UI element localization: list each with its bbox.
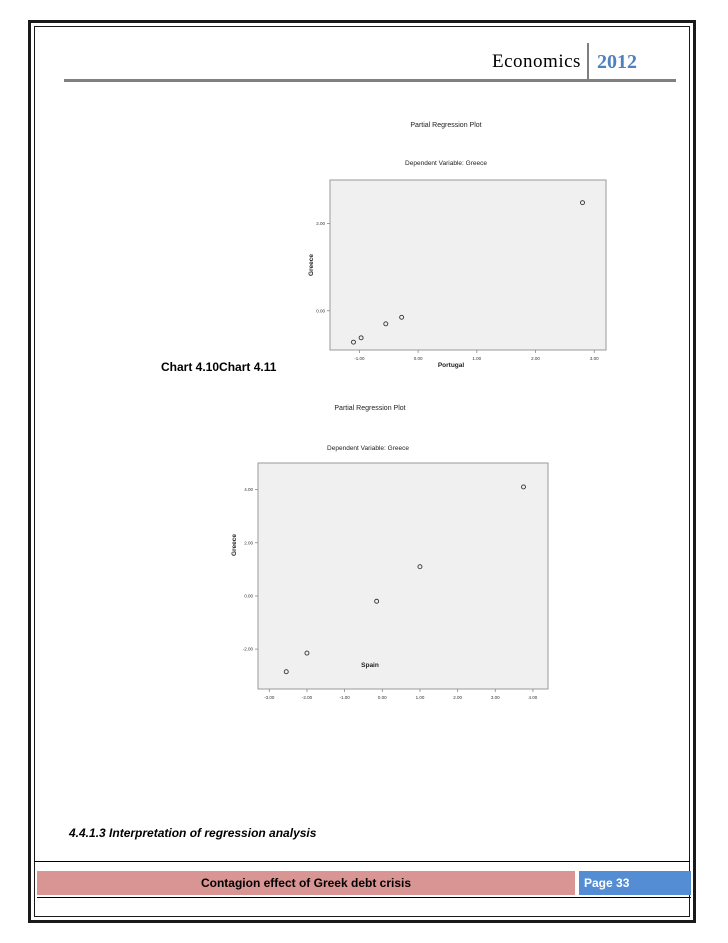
partial-regression-plot-spain	[220, 397, 540, 700]
page-header	[492, 44, 637, 80]
x-tick-label: -1.00	[354, 356, 365, 361]
x-tick-label: 2.00	[453, 695, 462, 700]
x-tick-label: 0.00	[413, 356, 423, 361]
plot-area	[258, 463, 548, 689]
y-tick-label: 0.00	[244, 593, 253, 599]
plot-area	[330, 180, 606, 350]
footer-page-box	[579, 871, 691, 895]
section-heading: 4.4.1.3 Interpretation of regression analysis	[69, 826, 317, 840]
page-number: Page 33	[584, 876, 630, 890]
x-axis-label: Spain	[361, 662, 379, 669]
footer-title-bar	[37, 871, 575, 895]
x-tick-label: 4.00	[528, 695, 538, 700]
x-tick-label: 1.00	[415, 695, 425, 700]
footer-bottom-rule	[37, 897, 691, 898]
header-year: 2012	[587, 43, 637, 81]
header-rule	[64, 79, 676, 82]
y-axis-label: Greece	[231, 533, 238, 557]
chart-subtitle: Dependent Variable: Greece	[327, 445, 409, 452]
y-tick-label: 2.00	[244, 540, 253, 546]
chart-caption: Chart 4.10Chart 4.11	[161, 360, 277, 374]
x-tick-label: -3.00	[264, 695, 275, 700]
x-axis-label: Portugal	[437, 362, 465, 369]
chart-subtitle: Dependent Variable: Greece	[405, 160, 487, 167]
x-tick-label: -2.00	[301, 695, 313, 700]
y-tick-label: 0.00	[316, 308, 325, 314]
y-tick-label: 4.00	[244, 487, 253, 493]
y-tick-label: -2.00	[242, 646, 253, 652]
y-tick-label: 2.00	[316, 221, 325, 227]
x-tick-label: 3.00	[589, 356, 599, 361]
x-tick-label: 3.00	[490, 695, 500, 700]
chart-title: Partial Regression Plot	[410, 122, 482, 129]
header-subject: Economics	[492, 51, 581, 72]
x-tick-label: 0.00	[377, 695, 387, 700]
x-tick-label: 2.00	[531, 356, 540, 361]
footer-separator	[34, 861, 690, 862]
x-tick-label: -1.00	[339, 695, 350, 700]
footer-title: Contagion effect of Greek debt crisis	[200, 876, 412, 890]
partial-regression-plot-portugal	[296, 115, 599, 377]
x-tick-label: 1.00	[472, 356, 482, 361]
y-axis-label: Greece	[308, 253, 315, 277]
chart-title: Partial Regression Plot	[334, 405, 406, 412]
